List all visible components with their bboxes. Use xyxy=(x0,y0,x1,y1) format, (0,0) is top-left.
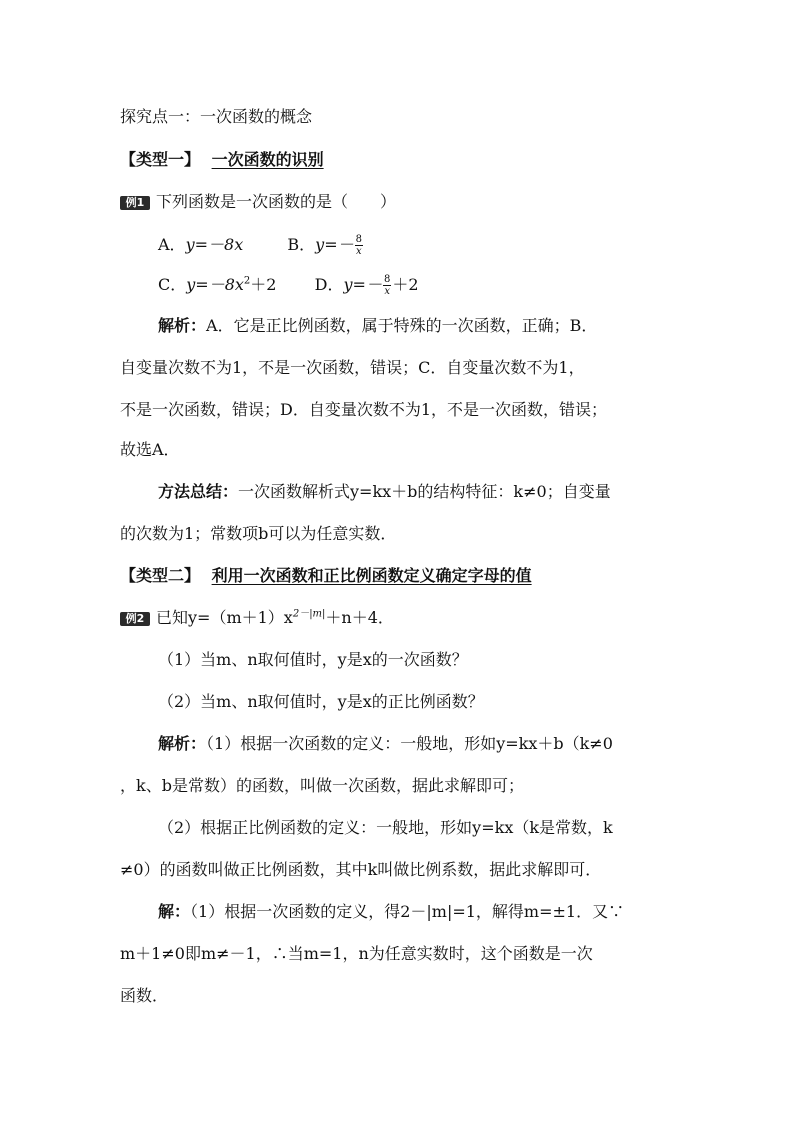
section-heading: 探究点一：一次函数的概念 xyxy=(120,107,313,126)
option-c-label: C． xyxy=(158,275,187,294)
example2-solution-line2: m＋1≠0即m≠－1，∴当m=1，n为任意实数时，这个函数是一次 xyxy=(120,944,593,963)
example2-analysis-line1 xyxy=(158,734,613,754)
option-d-denominator: x xyxy=(384,286,390,297)
example1-analysis-line2: 自变量次数不为1，不是一次函数，错误；C．自变量次数不为1， xyxy=(120,358,585,377)
option-c-exponent: 2 xyxy=(243,275,251,287)
example1-question xyxy=(120,192,396,212)
method-summary-label: 方法总结： xyxy=(158,482,239,501)
option-d-fraction xyxy=(383,274,391,297)
method-summary-text1: 一次函数解析式y=kx＋b的结构特征：k≠0；自变量 xyxy=(238,482,611,501)
example2-question1: （1）当m、n取何值时，y是x的一次函数？ xyxy=(158,650,468,669)
type2-label: 【类型二】 xyxy=(120,566,201,585)
type1-label: 【类型一】 xyxy=(120,150,201,169)
option-a-label: A． xyxy=(158,235,186,254)
option-b-label: B． xyxy=(287,235,316,254)
option-d-tail: ＋2 xyxy=(392,275,419,294)
example2-question2: （2）当m、n取何值时，y是x的正比例函数？ xyxy=(158,692,484,711)
example2-analysis-line3: （2）根据正比例函数的定义：一般地，形如y=kx（k是常数，k xyxy=(158,818,613,837)
type2-title: 利用一次函数和正比例函数定义确定字母的值 xyxy=(211,566,532,585)
option-c-expr: y=－8x xyxy=(186,275,244,294)
example1-question-text: 下列函数是一次函数的是（ ） xyxy=(156,192,397,211)
option-d-numerator: 8 xyxy=(383,274,391,285)
example1-analysis-label: 解析： xyxy=(158,316,207,335)
method-summary-line1 xyxy=(158,482,611,502)
type1-title: 一次函数的识别 xyxy=(211,150,324,169)
example2-stem-text: 已知y=（m＋1）x xyxy=(156,608,293,627)
example2-exponent: 2－|m| xyxy=(292,608,326,620)
option-d-label: D． xyxy=(314,275,344,294)
example1-analysis-text1: A．它是正比例函数，属于特殊的一次函数，正确；B． xyxy=(206,316,598,335)
option-b-denominator: x xyxy=(355,246,362,257)
example2-solution-line1 xyxy=(158,902,624,922)
example1-badge: 例1 xyxy=(120,196,150,210)
type2-heading xyxy=(120,566,532,586)
example1-options-cd xyxy=(158,274,419,297)
option-a-expr: y=－8x xyxy=(185,235,244,254)
example1-analysis-line1 xyxy=(158,316,597,336)
example2-analysis-line4: ≠0）的函数叫做正比例函数，其中k叫做比例系数，据此求解即可． xyxy=(120,860,602,879)
example2-solution-text1: （1）根据一次函数的定义，得2－|m|=1，解得m=±1．又∵ xyxy=(190,902,625,921)
example2-stem xyxy=(120,608,394,628)
example1-analysis-line4: 故选A． xyxy=(120,440,180,459)
example2-badge: 例2 xyxy=(120,612,150,626)
example2-solution-label: 解： xyxy=(158,902,191,921)
example1-analysis-line3: 不是一次函数，错误；D．自变量次数不为1，不是一次函数，错误； xyxy=(120,400,608,419)
example2-analysis-text1: （1）根据一次函数的定义：一般地，形如y=kx＋b（k≠0 xyxy=(206,734,613,753)
option-c-tail: ＋2 xyxy=(250,275,277,294)
method-summary-line2: 的次数为1；常数项b可以为任意实数． xyxy=(120,524,397,543)
option-b-fraction xyxy=(355,234,363,257)
example1-options-ab xyxy=(158,234,364,257)
option-b-prefix: y=－ xyxy=(315,235,354,254)
example2-analysis-label: 解析： xyxy=(158,734,207,753)
option-d-prefix: y=－ xyxy=(343,275,382,294)
option-b-numerator: 8 xyxy=(355,234,362,245)
example2-analysis-line2: ，k、b是常数）的函数，叫做一次函数，据此求解即可； xyxy=(120,776,524,795)
type1-heading xyxy=(120,150,324,170)
example2-stem-tail: ＋n＋4． xyxy=(325,608,394,627)
example2-solution-line3: 函数． xyxy=(120,986,169,1005)
